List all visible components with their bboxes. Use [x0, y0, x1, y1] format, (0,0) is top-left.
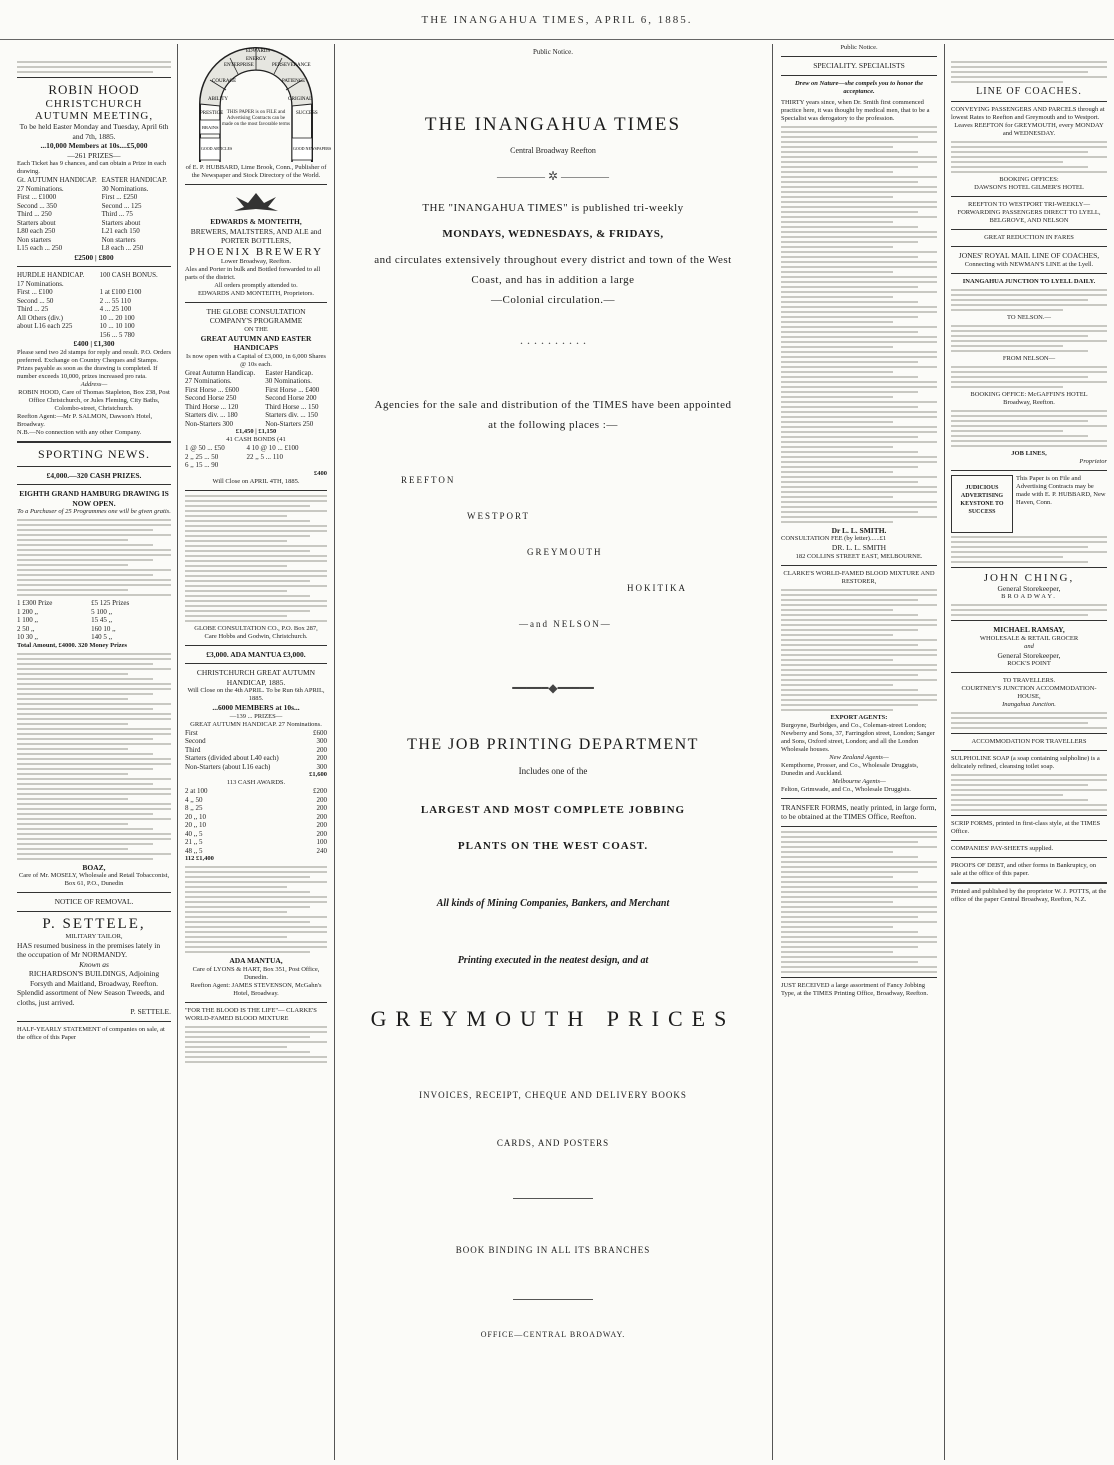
smith-address: 182 COLLINS STREET EAST, MELBOURNE.	[795, 552, 923, 560]
arch-word: PATIENCE	[282, 79, 306, 84]
arch-word: COURAGE	[212, 79, 237, 84]
robin-hood-stamps: Please send two 2d stamps for reply and result. P.O. Orders preferred. Exchange on Country Cheques and Stamps. Prizes payable as soon as the drawing is completed. If number exceeds 10,000, prizes increased pro rata.	[17, 348, 171, 380]
export-agents-list: Burgoyne, Burbidges, and Co., Coleman-street London; Newberry and Sons, 37, Farringdon street, London; Sanger and Sons, Oxford street, London; and all the London Wholesale houses.	[781, 721, 935, 753]
agency-place: —and NELSON—	[519, 619, 612, 629]
christchurch-awards-title: 113 CASH AWARDS.	[226, 779, 286, 786]
flies-and-bugs	[951, 536, 1107, 563]
colonial-circulation: —Colonial circulation.—	[491, 294, 615, 306]
broadway-reefton: Broadway, Reefton.	[1003, 398, 1055, 406]
smith-name-2: DR. L. L. SMITH	[831, 543, 887, 552]
line-of-coaches: LINE OF COACHES.	[976, 86, 1082, 97]
mining-companies-line: All kinds of Mining Companies, Bankers, and Merchant	[436, 898, 670, 909]
smith-fee: CONSULTATION FEE (by letter)......£1	[781, 535, 887, 542]
robin-hood-address: ROBIN HOOD, Care of Thomas Stapleton, Box 238, Post Office Christchurch, or Jules Fleming, City Baths, Colombo-street, Christchurch.	[18, 388, 170, 412]
job-lines: JOB LINES,	[1011, 449, 1047, 457]
robin-hood-total-1: £2500 | £800	[74, 252, 114, 262]
plants-west-coast: PLANTS ON THE WEST COAST.	[457, 840, 649, 852]
masthead-title: THE INANGAHUA TIMES, APRIL 6, 1885.	[421, 14, 693, 26]
proofs-of-debt: PROOFS OF DEBT, and other forms in Bankruptcy, on sale at the office of this paper.	[951, 862, 1096, 877]
ching-notes	[951, 604, 1107, 616]
booking-offices: BOOKING OFFICES:	[999, 176, 1059, 183]
just-received: JUST RECEIVED a large assortment of Fancy Jobbing Type, at the TIMES Printing Office, Broadway, Reefton.	[781, 981, 929, 997]
globe-body	[185, 495, 327, 622]
masthead	[0, 0, 1114, 40]
removal-notice: NOTICE OF REMOVAL.	[54, 897, 134, 906]
robin-hood-table-2: HURDLE HANDICAP. 100 CASH BONUS. 17 Nominations. First ... £100 1 at £100 £100 Second ... 50 2 ... 55 110 Third ... 25 4 ... 25 100 All Others (div.) 10 ... 20 100 about L16 each 225 10 ... 10 100 156 ... 5 780	[17, 271, 158, 339]
column-1	[14, 44, 174, 1460]
keystone-badge: JUDICIOUS ADVERTISING KEYSTONE TO SUCCESS	[951, 475, 1013, 533]
coach-leave: Leaves REEFTON for GREYMOUTH, every MONDAY and WEDNESDAY.	[954, 122, 1104, 137]
inangahua-junction-lyell: INANGAHUA JUNCTION TO LYELL DAILY.	[962, 277, 1096, 285]
cards-line: CARDS, AND POSTERS	[496, 1138, 610, 1148]
clarke-body	[781, 589, 937, 711]
sulpholine-body	[951, 774, 1107, 811]
ching-subtitle: General Storekeeper,	[997, 583, 1061, 593]
michael-ramsay: MICHAEL RAMSAY,	[993, 625, 1065, 634]
proprietor: Proprietor	[1079, 457, 1107, 465]
column-rule	[772, 44, 773, 1460]
paper-title: THE INANGAHUA TIMES	[424, 114, 682, 135]
column-2	[182, 44, 330, 1460]
ada-mantua-address: Care of LYONS & HART, Box 351, Post Office, Dunedin.	[192, 965, 320, 981]
phoenix-address: Lower Broadway, Reefton.	[220, 257, 292, 265]
christchurch-gah: GREAT AUTUMN HANDICAP. 27 Nominations.	[190, 720, 322, 728]
christchurch-title: CHRISTCHURCH GREAT AUTUMN HANDICAP, 1885.	[196, 668, 316, 687]
nz-agents: New Zealand Agents—	[829, 753, 889, 761]
arch-word: EDWARDS	[246, 49, 271, 54]
half-yearly-statement: HALF-YEARLY STATEMENT of companies on sale, at the office of this Paper	[17, 1025, 165, 1041]
phoenix-brewery: PHOENIX BREWERY	[188, 245, 324, 258]
melbourne-agents-list: Felton, Grimwade, and Co., Wholesale Druggists.	[781, 785, 911, 793]
mail-notes	[951, 410, 1107, 447]
booking-hotels: DAWSON'S HOTEL GILMER'S HOTEL	[974, 184, 1084, 191]
globe-total: £1,450 | £1,150	[235, 428, 277, 435]
clarke-advert-title: "FOR THE BLOOD IS THE LIFE"— CLARKE'S WORLD-FAMED BLOOD MIXTURE	[185, 1006, 317, 1022]
phoenix-bird-icon	[226, 189, 286, 215]
hamburg-intro: To a Purchaser of 25 Programmes one will be given gratis.	[17, 508, 171, 515]
jones-royal-mail: JONES' ROYAL MAIL LINE OF COACHES,	[958, 251, 1100, 260]
to-nelson-times	[951, 325, 1107, 352]
advertising-arch-illustration	[186, 44, 332, 164]
christchurch-close: Will Close on the 4th APRIL. To be Run 6th APRIL, 1885.	[187, 687, 325, 702]
ada-mantua-agent: Reefton Agent: JAMES STEVENSON, McGahn's Hotel, Broadway.	[190, 981, 322, 997]
coach-header-faded	[951, 61, 1107, 83]
settele-known: Known as	[79, 959, 109, 969]
robin-hood-prizes: —261 PRIZES—	[67, 150, 121, 160]
edwards-subtitle: BREWERS, MALTSTERS, AND ALE and PORTER BOTTLERS,	[190, 226, 322, 245]
booking-office-mcgaffin: BOOKING OFFICE: McGAFFIN'S HOTEL	[970, 390, 1088, 398]
settele-assortment: Splendid assortment of New Season Tweeds, and cloths, just arrived.	[17, 988, 165, 1007]
robin-hood-table-1: Gt. AUTUMN HANDICAP. EASTER HANDICAP. 27 Nominations. 30 Nominations. First ... £1000 First ... £250 Second ... 350 Second ... 125 Third ... 250 Third ... 75 Starters about Starters about L80 each 250 L21 each 150 Non starters Non starters L15 each ... 250 L8 each ... 250	[17, 176, 167, 252]
settele-buildings: RICHARDSON'S BUILDINGS, Adjoining Forsyth and Maitland, Broadway, Reefton.	[28, 969, 160, 988]
land-transfer-list	[781, 831, 937, 973]
transfer-forms: TRANSFER FORMS, neatly printed, in large form, to be obtained at the TIMES Office, Reefton.	[781, 802, 937, 821]
to-nelson: TO NELSON.—	[1007, 313, 1051, 321]
arch-word: SUCCESS	[296, 111, 318, 116]
ramsay-point: ROCK'S POINT	[1007, 660, 1051, 667]
globe-signature: GLOBE CONSULTATION CO., P.O. Box 287,	[194, 624, 318, 632]
largest-jobbing: LARGEST AND MOST COMPLETE JOBBING	[420, 804, 686, 816]
column-rule	[177, 44, 178, 1460]
hamburg-details	[17, 653, 171, 860]
timetable-intro	[951, 289, 1107, 311]
globe-bonds-table: 1 @ 50 ... £50 4 10 @ 10 ... £100 2 ,, 25 ... 50 22 ,, 5 ... 110 6 ,, 15 ... 90	[185, 444, 299, 469]
smith-name: Dr L. L. SMITH.	[831, 525, 887, 535]
agency-place: WESTPORT	[467, 511, 530, 521]
settele-subtitle: MILITARY TAILOR,	[65, 932, 123, 940]
sporting-news-title: SPORTING NEWS.	[38, 446, 150, 461]
globe-capital: Is now open with a Capital of £3,000, in 6,000 Shares @ 10s each.	[186, 352, 326, 368]
circulation-text: and circulates extensively throughout every district and town of the West Coast, and has in addition a large	[374, 254, 732, 286]
public-notice-label: Public Notice.	[532, 48, 574, 56]
edwards-title: EDWARDS & MONTEITH,	[210, 217, 302, 226]
christchurch-prize-table: First £600 Second 300 Third 200 Starters (divided about L40 each) 200 Non-Starters (about L16 each) 300	[185, 728, 327, 771]
arch-word: PERSEVERANCE	[272, 63, 311, 68]
globe-bonds-total: £400	[314, 469, 327, 477]
christchurch-body	[185, 866, 327, 953]
book-binding-line: BOOK BINDING IN ALL ITS BRANCHES	[455, 1245, 651, 1255]
arch-footer: of E. P. HUBBARD, Lime Brook, Conn., Publisher of the Newspaper and Stock Directory of the World.	[185, 164, 327, 179]
robin-hood-date: To be held Easter Monday and Tuesday, April 6th and 7th, 1885.	[19, 122, 169, 141]
sporting-prizes: £4,000.—320 CASH PRIZES.	[46, 470, 142, 480]
arch-word: ENERGY	[246, 57, 267, 62]
clarke-advert-body	[185, 1026, 327, 1063]
robin-hood-title: ROBIN HOOD	[48, 82, 140, 97]
globe-title: THE GLOBE CONSULTATION COMPANY'S PROGRAMME	[206, 306, 306, 325]
inangahua-junction: Inangahua Junction.	[1002, 701, 1056, 708]
judicious-text: This Paper is on File and Advertising Contracts may be made with E. P. HUBBARD, New Haven, Conn.	[1016, 474, 1106, 506]
arch-word: GOOD NEWSPAPERS	[293, 146, 332, 151]
globe-on: ON THE	[244, 325, 268, 333]
published-line: THE "INANGAHUA TIMES" is published tri-weekly	[422, 202, 684, 214]
boaz-address: Care of Mr. MOSELY, Wholesale and Retail Tobacconist, Box 61, P.O., Dunedin	[18, 872, 170, 887]
sulpholine-soap: SULPHOLINE SOAP (a soap containing sulpholine) is a delicately refined, cleansing toilet soap.	[951, 755, 1100, 770]
column-5	[948, 44, 1110, 1460]
arch-word: BRAINS	[202, 125, 219, 130]
scrip-forms: SCRIP FORMS, printed in first-class style, at the TIMES Office.	[951, 820, 1101, 835]
hamburg-title: EIGHTH GRAND HAMBURG DRAWING IS NOW OPEN.	[19, 489, 169, 508]
john-ching: JOHN CHING,	[983, 571, 1075, 584]
from-nelson-times	[951, 366, 1107, 388]
robin-hood-subtitle: CHRISTCHURCH AUTUMN MEETING,	[34, 98, 154, 122]
column-4	[778, 44, 940, 1460]
christchurch-awards-table: 2 at 100 £200 4 ,, 50 200 8 ,, 25 200 20 ,, 10 200 20 ,, 10 200 40 ,, 5 200 21 ,, 5 100 48 ,, 5 240	[185, 787, 327, 855]
ramsay-and: and	[1024, 642, 1034, 650]
accommodation: ACCOMMODATION FOR TRAVELLERS	[971, 738, 1087, 745]
globe-bonds-title: 41 CASH BONDS (41	[226, 436, 286, 443]
jones-subtitle: Connecting with NEWMAN'S LINE at the Lyell.	[964, 260, 1094, 268]
christchurch-prizes: —139 ... PRIZES—	[229, 712, 283, 720]
christchurch-total: £1,600	[309, 771, 327, 778]
thirty-years-text: THIRTY years since, when Dr. Smith first commenced practice here, it was thought by medical men, that to be a Specialist was derogatory to the profession.	[781, 98, 930, 122]
ornament-dots: · · · · · · · · · ·	[519, 336, 587, 350]
speciality-subtitle: Drew on Nature—she compels you to honor the acceptance.	[794, 79, 924, 95]
arch-word: ENTERPRISE	[224, 63, 254, 68]
arch-word: ORIGINAL	[288, 97, 313, 102]
imprint: Printed and published by the proprietor W. J. POTTS, at the office of the paper Central Broadway, Reefton, N.Z.	[951, 888, 1107, 903]
ada-mantua-banner: £3,000. ADA MANTUA £3,000.	[206, 649, 306, 659]
christchurch-members: ...6000 MEMBERS at 10s...	[212, 703, 300, 712]
column-3-public-notice	[338, 44, 768, 1460]
robin-hood-nb: N.B.—No connection with any other Company.	[17, 428, 142, 436]
robin-hood-address-label: Address—	[80, 380, 108, 388]
robin-hood-shares: ...10,000 Members at 10s....£5,000	[40, 141, 148, 150]
christchurch-awards-total: 112 £1,400	[185, 855, 214, 862]
to-travellers: TO TRAVELLERS.	[1002, 677, 1056, 684]
arch-word: ABILITY	[208, 97, 228, 102]
edwards-signature: EDWARDS AND MONTEITH, Proprietors.	[197, 289, 315, 297]
agency-place: GREYMOUTH	[527, 547, 603, 557]
robin-hood-tickets: Each Ticket has 9 chances, and can obtain a Prize in each drawing.	[17, 160, 167, 175]
job-includes: Includes one of the	[518, 766, 588, 776]
speciality-title: SPECIALITY. SPECIALISTS	[813, 61, 905, 70]
column-rule	[334, 44, 335, 1460]
faded-text-block	[17, 61, 171, 73]
settele-signature: P. SETTELE.	[130, 1007, 171, 1016]
divider	[513, 1299, 593, 1300]
nz-agents-list: Kempthorne, Prosser, and Co., Wholesale Druggists, Dunedin and Auckland.	[781, 761, 919, 777]
ornament-flourish: ━━━━━◆━━━━━	[512, 681, 594, 695]
globe-event: GREAT AUTUMN AND EASTER HANDICAPS	[200, 333, 312, 352]
hamburg-body	[17, 519, 171, 596]
globe-close: Will Close on APRIL 4TH, 1885.	[212, 477, 300, 485]
globe-prize-table: Great Autumn Handicap. Easter Handicap. 27 Nominations. 30 Nominations. First Horse ... £600 First Horse ... £400 Second Horse 250 Second Horse 200 Third Horse ... 120 Third Horse ... 150 Starters div. ... 180 Starters div. ... 150 Non-Starters 300 Non-Starters 250	[185, 368, 320, 428]
invoices-line: INVOICES, RECEIPT, CHEQUE AND DELIVERY BOOKS	[419, 1090, 687, 1100]
agency-place: HOKITIKA	[627, 583, 687, 593]
edwards-orders: All orders promptly attended to.	[214, 281, 298, 289]
from-nelson: FROM NELSON—	[1002, 354, 1056, 362]
reefton-westport: REEFTON TO WESTPORT TRI-WEEKLY—FORWARDING PASSENGERS DIRECT TO LYELL, BELGROVE, AND NELSON	[957, 201, 1101, 224]
agencies-text: Agencies for the sale and distribution of the TIMES have been appointed at the following places :—	[374, 399, 732, 431]
hamburg-total: Total Amount, £4000. 320 Money Prizes	[17, 641, 128, 649]
robin-hood-total-2: £400 | £1,300	[73, 339, 115, 348]
job-printing-title: THE JOB PRINTING DEPARTMENT	[407, 736, 699, 753]
hamburg-prize-table: 1 £300 Prize £5 125 Prizes 1 200 ,, 5 100 ,, 1 100 ,, 15 45 ,, 2 50 ,, 160 10 ,, 10 30 ,, 140 5 ,,	[17, 599, 130, 641]
boaz-name: BOAZ,	[82, 862, 106, 872]
coach-text: CONVEYING PASSENGERS AND PARCELS through at lowest Rates to Reefton and Greymouth and to Westport.	[951, 106, 1105, 121]
paper-subtitle: Central Broadway Reefton	[510, 146, 596, 155]
arch-word: GOOD ARTICLES	[201, 146, 233, 151]
speciality-body	[781, 126, 937, 523]
export-agents: EXPORT AGENTS:	[830, 713, 888, 721]
ornament-divider: ———— ✲ ————	[496, 169, 610, 183]
public-notice-label: Public Notice.	[840, 44, 878, 51]
courtneys-junction: COURTNEY'S JUNCTION ACCOMMODATION-HOUSE,	[961, 685, 1097, 700]
agency-place: REEFTON	[401, 475, 456, 485]
greymouth-prices: GREYMOUTH PRICES	[370, 1006, 736, 1031]
printing-executed-line: Printing executed in the neatest design, and at	[457, 955, 649, 966]
globe-address: Care Hobbs and Godwin, Christchurch.	[204, 632, 308, 640]
coach-times	[951, 141, 1107, 173]
edwards-text: Ales and Porter in bulk and Bottled forwarded to all parts of the district.	[185, 265, 321, 281]
robin-hood-agent: Reefton Agent:—Mr P. SALMON, Dawson's Hotel, Broadway.	[17, 412, 153, 428]
arch-word: PRESTIGE	[200, 111, 224, 116]
office-line: OFFICE—CENTRAL BROADWAY.	[480, 1330, 626, 1339]
settele-name: P. SETTELE,	[42, 915, 146, 932]
divider	[513, 1198, 593, 1199]
companies-pay-sheets: COMPANIES' PAY-SHEETS supplied.	[951, 845, 1054, 852]
publication-days: MONDAYS, WEDNESDAYS, & FRIDAYS,	[442, 228, 664, 240]
great-reduction: GREAT REDUCTION IN FARES	[984, 234, 1074, 241]
ching-broadway: BROADWAY.	[1001, 593, 1057, 600]
column-rule	[944, 44, 945, 1460]
clarke-title: CLARKE'S WORLD-FAMED BLOOD MIXTURE AND RESTORER,	[783, 569, 935, 585]
ramsay-storekeeper: General Storekeeper,	[997, 650, 1061, 660]
settele-text: HAS resumed business in the premises lately in the occupation of Mr NORMANDY.	[17, 940, 161, 959]
ramsay-subtitle: WHOLESALE & RETAIL GROCER	[979, 634, 1079, 642]
courtney-body	[951, 712, 1107, 729]
melbourne-agents: Melbourne Agents—	[832, 777, 886, 785]
arch-center-text: THIS PAPER is on FILE and Advertising Contracts can be made on the most favorable terms	[222, 110, 290, 127]
ada-mantua-name: ADA MANTUA,	[229, 956, 283, 965]
